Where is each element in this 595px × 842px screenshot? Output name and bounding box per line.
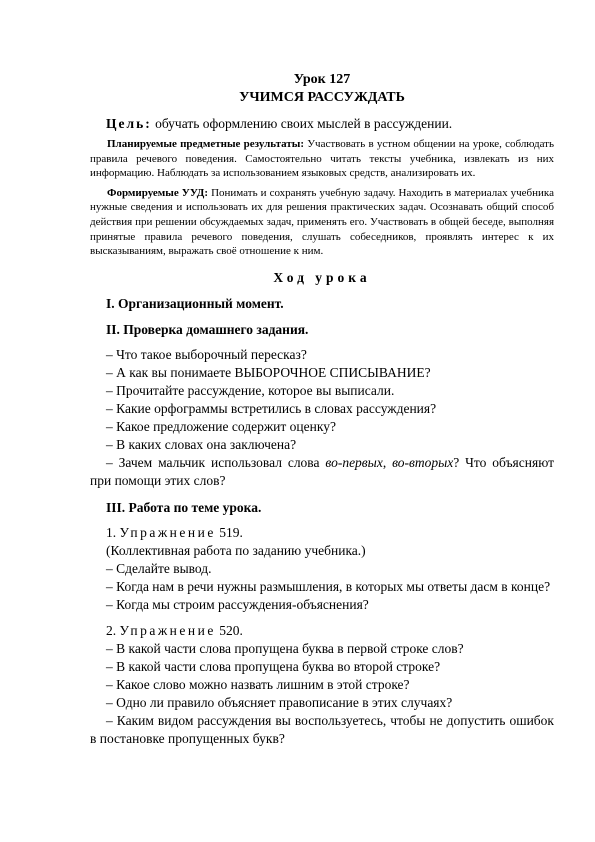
goal-paragraph bbox=[90, 116, 554, 132]
exercise-1-num: 1. bbox=[106, 524, 120, 540]
uud-paragraph bbox=[90, 186, 554, 259]
lesson-content bbox=[90, 72, 554, 748]
homework-question-3: – Прочитайте рассуждение, которое вы выписали. bbox=[106, 382, 395, 398]
exercise-1-line-3: – Когда нам в речи нужны размышления, в которых мы ответы дасм в конце? bbox=[106, 578, 551, 594]
exercise-2-line-3: – Какое слово можно назвать лишним в этой строке? bbox=[106, 676, 410, 692]
homework-question-6: – В каких словах она заключена? bbox=[106, 436, 297, 452]
exercise-2-heading bbox=[90, 622, 554, 640]
exercise-1-number: 519. bbox=[215, 524, 243, 540]
exercise-2-line-1: – В какой части слова пропущена буква в первой строке слов? bbox=[106, 640, 464, 656]
exercise-2-line-4: – Одно ли правило объясняет правописание в этих случаях? bbox=[106, 694, 453, 710]
planned-results-paragraph bbox=[90, 137, 554, 181]
exercise-2-label: Упражнение bbox=[119, 622, 216, 638]
section-lesson-work: III. Работа по теме урока. bbox=[106, 499, 262, 515]
section-org-moment: I. Организационный момент. bbox=[106, 295, 284, 311]
q7-mid: , bbox=[382, 454, 393, 470]
uud-text: Понимать и сохранять учебную задачу. Находить в материалах учебника нужные сведения и использовать их для решения практических задач. Осознавать общий способ действия при решении обсуждаемых задач, применять его. Участвовать в общей беседе, выполняя принятые правила речевого поведения, слушать собеседников, проявлять интерес к их высказываниям, выражать своё отношение к ним. bbox=[90, 186, 554, 258]
planned-results-label: Планируемые предметные результаты: bbox=[107, 138, 305, 150]
exercise-1-line-4: – Когда мы строим рассуждения-объяснения? bbox=[106, 596, 369, 612]
lesson-title: УЧИМСЯ РАССУЖДАТЬ bbox=[239, 90, 405, 105]
q7-start: – Зачем мальчик использовал слова bbox=[106, 454, 326, 470]
course-heading: Ход урока bbox=[273, 269, 371, 285]
exercise-2-num: 2. bbox=[106, 622, 120, 638]
exercise-1-line-1: (Коллективная работа по заданию учебника.) bbox=[106, 542, 366, 558]
q7-end: ? Что объясняют при помощи этих слов? bbox=[90, 454, 554, 488]
exercise-1-label: Упражнение bbox=[119, 524, 216, 540]
exercise-1-line-2: – Сделайте вывод. bbox=[106, 560, 212, 576]
homework-question-2: – А как вы понимаете ВЫБОРОЧНОЕ СПИСЫВАНИЕ? bbox=[106, 364, 431, 380]
section-homework-check: II. Проверка домашнего задания. bbox=[106, 321, 309, 337]
lesson-number: Урок 127 bbox=[293, 72, 351, 87]
q7-word-2: во-вторых bbox=[392, 454, 454, 470]
homework-question-7 bbox=[90, 454, 554, 490]
homework-question-1: – Что такое выборочный пересказ? bbox=[106, 346, 307, 362]
exercise-2-line-2: – В какой части слова пропущена буква во второй строке? bbox=[106, 658, 441, 674]
exercise-1-heading bbox=[90, 524, 554, 542]
goal-label: Цель: bbox=[106, 116, 152, 131]
exercise-2-number: 520. bbox=[215, 622, 243, 638]
q7-word-1: во-первых bbox=[325, 454, 383, 470]
planned-results-text: Участвовать в устном общении на уроке, соблюдать правила речевого поведения. Самостоятельно читать тексты учебника, извлекать из них информацию. Наблюдать за использованием языковых средств, анализировать их. bbox=[90, 138, 554, 180]
exercise-2-line-5: – Каким видом рассуждения вы воспользуетесь, чтобы не допустить ошибок в постановке пропущенных букв? bbox=[90, 712, 554, 746]
uud-label: Формируемые УУД: bbox=[107, 186, 209, 199]
homework-question-4: – Какие орфограммы встретились в словах рассуждения? bbox=[106, 400, 437, 416]
goal-text: обучать оформлению своих мыслей в рассуждении. bbox=[151, 116, 453, 131]
homework-question-5: – Какое предложение содержит оценку? bbox=[106, 418, 336, 434]
